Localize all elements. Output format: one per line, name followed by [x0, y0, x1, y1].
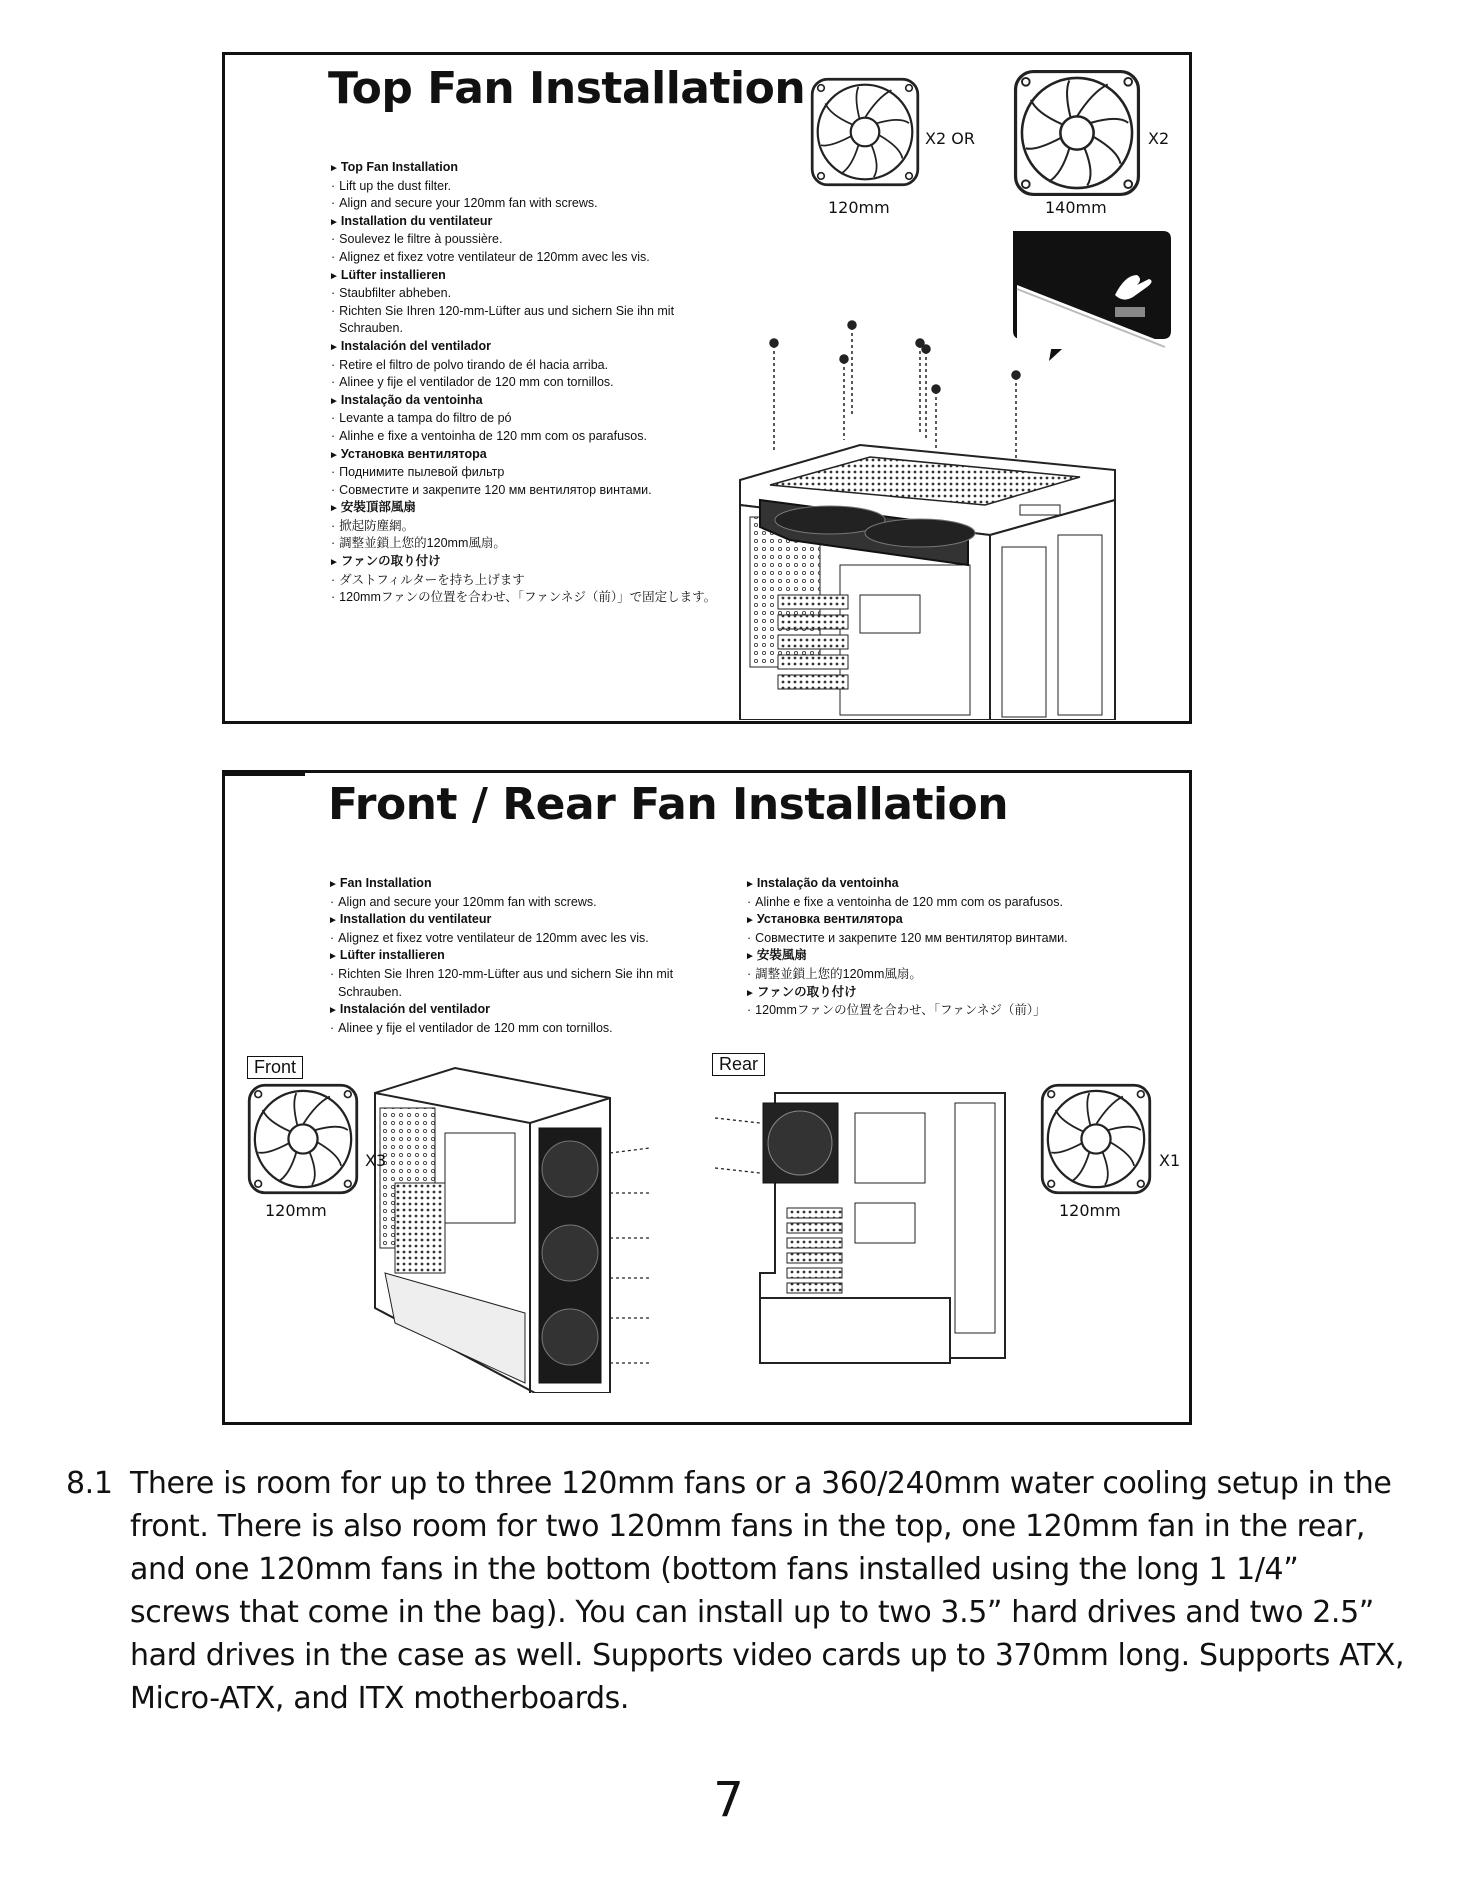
instruction-heading: ► Instalación del ventilador — [328, 1001, 728, 1020]
instruction-bullet: · Levante a tampa do filtro de pó — [329, 410, 729, 428]
instruction-heading: ► ファンの取り付け — [329, 553, 729, 572]
case-front-illustration — [365, 1063, 665, 1393]
front-rear-fan-panel — [222, 770, 1192, 1425]
instruction-bullet: · Staubfilter abheben. — [329, 285, 729, 303]
fan-140mm-icon — [1013, 69, 1141, 197]
top-fan-panel — [222, 52, 1192, 724]
section-number: 8.1 — [66, 1466, 113, 1501]
fan-120mm-size: 120mm — [828, 198, 890, 217]
instruction-bullet: · 掀起防塵網。 — [329, 518, 729, 536]
instruction-heading: ► Fan Installation — [328, 875, 728, 894]
front-fan-size: 120mm — [265, 1201, 327, 1220]
front-fan-icon — [247, 1083, 359, 1195]
instruction-bullet: · Align and secure your 120mm fan with screws. — [329, 195, 729, 213]
instruction-bullet: · ダストフィルターを持ち上げます — [329, 572, 729, 590]
instruction-heading: ► Instalación del ventilador — [329, 338, 729, 357]
instruction-bullet: · Alinhe e fixe a ventoinha de 120 mm com os parafusos. — [745, 894, 1165, 912]
instruction-heading: ► Instalação da ventoinha — [745, 875, 1165, 894]
instruction-bullet: · Alinee y fije el ventilador de 120 mm con tornillos. — [328, 1020, 728, 1038]
rear-label: Rear — [712, 1053, 765, 1076]
section-text: There is room for up to three 120mm fans or a 360/240mm water cooling setup in the front. There is also room for two 120mm fans in the top, one 120mm fan in the rear, and one 120mm fans in the bottom (bottom fans installed using the long 1 1/4” screws that come in the bag). You can install up to two 3.5” hard drives and two 2.5” hard drives in the case as well. Supports video cards up to 370mm long. Supports ATX, Micro-ATX, and ITX motherboards. — [130, 1466, 1405, 1716]
fan-140mm-qty: X2 — [1148, 129, 1170, 148]
instruction-heading: ► 安裝風扇 — [745, 947, 1165, 966]
instruction-heading: ► ファンの取り付け — [745, 984, 1165, 1003]
instruction-heading: ► Установка вентилятора — [329, 446, 729, 465]
section-8-1-paragraph — [66, 1462, 1406, 1720]
rear-fan-size: 120mm — [1059, 1201, 1121, 1220]
instruction-bullet: · Alignez et fixez votre ventilateur de 120mm avec les vis. — [329, 249, 729, 267]
instruction-bullet: · Alinee y fije el ventilador de 120 mm con tornillos. — [329, 374, 729, 392]
instruction-heading: ► 安裝頂部風扇 — [329, 499, 729, 518]
instruction-bullet: · 120mmファンの位置を合わせ、「ファンネジ（前）」で固定します。 — [329, 589, 729, 607]
instruction-bullet: · 調整並鎖上您的120mm風扇。 — [329, 535, 729, 553]
fan-140mm-size: 140mm — [1045, 198, 1107, 217]
instruction-heading: ► Lüfter installieren — [329, 267, 729, 286]
instruction-heading: ► Instalação da ventoinha — [329, 392, 729, 411]
page-number: 7 — [713, 1772, 744, 1828]
instruction-heading: ► Installation du ventilateur — [328, 911, 728, 930]
instruction-bullet: · Совместите и закрепите 120 мм вентилятор винтами. — [329, 482, 729, 500]
case-top-illustration — [720, 265, 1190, 720]
top-instructions — [329, 159, 729, 607]
instruction-heading: ► Installation du ventilateur — [329, 213, 729, 232]
instruction-bullet: · Richten Sie Ihren 120-mm-Lüfter aus und sichern Sie ihn mit Schrauben. — [329, 303, 729, 338]
instruction-bullet: · Alignez et fixez votre ventilateur de 120mm avec les vis. — [328, 930, 728, 948]
front-label: Front — [247, 1056, 303, 1079]
instruction-bullet: · Lift up the dust filter. — [329, 178, 729, 196]
instruction-bullet: · Richten Sie Ihren 120-mm-Lüfter aus und sichern Sie ihn mit Schrauben. — [328, 966, 728, 1001]
instruction-bullet: · Align and secure your 120mm fan with screws. — [328, 894, 728, 912]
front-rear-instructions-left — [328, 875, 728, 1037]
front-rear-title: Front / Rear Fan Installation — [328, 779, 1009, 830]
fan-120mm-icon — [810, 77, 920, 187]
instruction-bullet: · Retire el filtro de polvo tirando de él hacia arriba. — [329, 357, 729, 375]
front-fan-qty: X3 — [365, 1151, 387, 1170]
instruction-heading: ► Lüfter installieren — [328, 947, 728, 966]
fan-120mm-qty: X2 OR — [925, 129, 975, 148]
rear-fan-icon — [1040, 1083, 1152, 1195]
instruction-bullet: · 120mmファンの位置を合わせ、「ファンネジ（前）」 — [745, 1002, 1165, 1020]
top-fan-title: Top Fan Installation — [328, 63, 806, 114]
front-rear-instructions-right — [745, 875, 1165, 1020]
instruction-bullet: · Совместите и закрепите 120 мм вентилятор винтами. — [745, 930, 1165, 948]
rear-fan-qty: X1 — [1159, 1151, 1181, 1170]
instruction-bullet: · Alinhe e fixe a ventoinha de 120 mm com os parafusos. — [329, 428, 729, 446]
instruction-bullet: · Поднимите пылевой фильтр — [329, 464, 729, 482]
instruction-heading: ► Установка вентилятора — [745, 911, 1165, 930]
case-rear-illustration — [705, 1083, 1025, 1383]
instruction-bullet: · Soulevez le filtre à poussière. — [329, 231, 729, 249]
instruction-bullet: · 調整並鎖上您的120mm風扇。 — [745, 966, 1165, 984]
instruction-heading: ► Top Fan Installation — [329, 159, 729, 178]
